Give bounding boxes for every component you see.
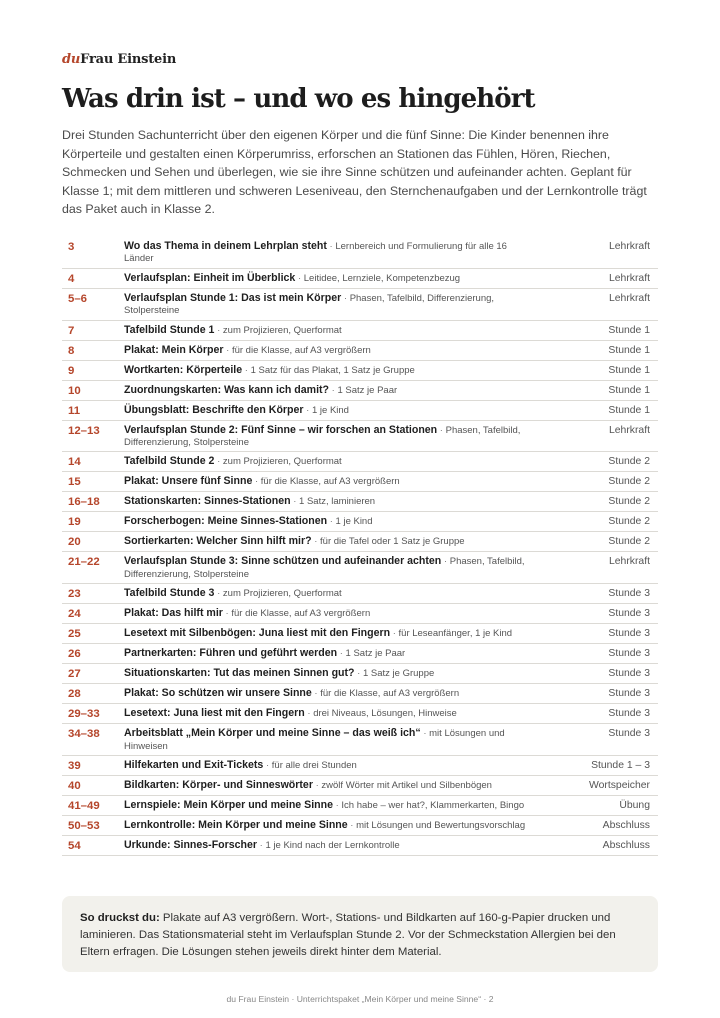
toc-title: Lernkontrolle: Mein Körper und meine Sinne: [124, 819, 348, 832]
toc-description: [124, 535, 548, 548]
toc-page-number: 4: [68, 272, 75, 285]
toc-category: Stunde 3: [608, 648, 650, 660]
toc-page-number: 20: [68, 536, 81, 549]
toc-detail: zum Projizieren, Querformat: [222, 456, 342, 468]
toc-category: Wortspeicher: [588, 780, 650, 792]
toc-detail: 1 Satz je Paar: [345, 648, 406, 660]
toc-row: [62, 624, 658, 644]
toc-separator: ·: [290, 496, 300, 508]
toc-detail: für die Klasse, auf A3 vergrößern: [231, 608, 371, 620]
toc-page-number: 54: [68, 840, 81, 853]
toc-separator: ·: [214, 456, 223, 468]
toc-separator: ·: [252, 476, 261, 488]
toc-row: [62, 321, 658, 341]
toc-detail: zwölf Wörter mit Artikel und Silbenbögen: [321, 780, 492, 792]
toc-description: [124, 384, 548, 397]
page-title: Was drin ist – und wo es hingehört: [62, 84, 535, 114]
toc-title: Plakat: So schützen wir unsere Sinne: [124, 687, 312, 700]
toc-title: Verlaufsplan Stunde 3: Sinne schützen und aufeinander achten: [124, 555, 442, 568]
toc-description: [124, 647, 548, 660]
toc-detail: 1 je Kind: [335, 516, 373, 528]
toc-row: [62, 401, 658, 421]
toc-description: [124, 707, 548, 720]
toc-category: Stunde 3: [608, 728, 650, 740]
toc-page-number: 10: [68, 384, 81, 397]
toc-page-number: 27: [68, 668, 81, 681]
toc-detail: 1 Satz je Gruppe: [362, 668, 435, 680]
toc-separator: ·: [214, 588, 223, 600]
toc-category: Lehrkraft: [608, 556, 650, 568]
toc-category: Stunde 2: [608, 476, 650, 488]
toc-detail: für alle drei Stunden: [271, 760, 357, 772]
toc-detail: für die Klasse, auf A3 vergrößern: [320, 688, 460, 700]
toc-description: [124, 404, 548, 417]
toc-title: Arbeitsblatt „Mein Körper und meine Sinne – das weiß ich“: [124, 727, 421, 740]
toc-category: Stunde 3: [608, 668, 650, 680]
toc-page-number: 9: [68, 364, 75, 377]
toc-row: [62, 816, 658, 836]
toc-separator: ·: [295, 272, 304, 284]
toc-title: Forscherbogen: Meine Sinnes-Stationen: [124, 515, 328, 528]
toc-description: [124, 799, 548, 812]
toc-page-number: 7: [68, 324, 75, 337]
toc-detail: Leitidee, Lernziele, Kompetenzbezug: [303, 272, 461, 284]
toc-row: [62, 604, 658, 624]
toc-row: [62, 472, 658, 492]
toc-category: Stunde 1: [608, 384, 650, 396]
toc-title: Tafelbild Stunde 1: [124, 323, 215, 336]
toc-page-number: 11: [68, 404, 81, 417]
toc-row: [62, 269, 658, 289]
intro-text: Drei Stunden Sachunterricht über den eigenen Körper und die fünf Sinne: Die Kinder benennen ihre Körperteile und gestalten einen Körperumriss, erforschen an Stationen das Fühlen, Hören, Riechen, Schmecken und Sehen und überlegen, wie sie ihre Sinne schützen und aufeinander achten. Geplant für Klasse 1; mit dem mittleren und schweren Leseniveau, den Sternchenaufgaben und der Lernkontrolle trägt das Paket auch in Klasse 2.: [62, 128, 647, 217]
toc-separator: ·: [329, 384, 338, 396]
toc-detail: Phasen, Tafelbild, Differenzierung, Stolpersteine: [124, 292, 495, 317]
toc-title: Plakat: Das hilft mir: [124, 607, 223, 620]
toc-category: Stunde 3: [608, 688, 650, 700]
toc-row: [62, 492, 658, 512]
toc-page-number: 34–38: [68, 728, 100, 741]
toc-title: Plakat: Mein Körper: [124, 343, 224, 356]
toc-separator: ·: [326, 241, 336, 252]
toc-detail: Phasen, Tafelbild, Differenzierung, Stolpersteine: [124, 556, 525, 580]
toc-row: [62, 704, 658, 724]
toc-description: [124, 587, 548, 600]
toc-detail: für die Klasse, auf A3 vergrößern: [260, 476, 400, 488]
toc-row: [62, 421, 658, 453]
toc-detail: 1 je Kind: [311, 404, 349, 416]
toc-category: Stunde 2: [608, 516, 650, 528]
toc-title: Bildkarten: Körper- und Sinneswörter: [124, 779, 313, 792]
toc-category: Stunde 3: [608, 628, 650, 640]
toc-page-number: 29–33: [68, 708, 100, 721]
toc-row: [62, 836, 658, 856]
toc-description: [124, 272, 548, 285]
toc-title: Lesetext mit Silbenbögen: Juna liest mit den Fingern: [124, 627, 391, 640]
toc-separator: ·: [341, 292, 350, 304]
toc-page-number: 3: [68, 241, 75, 253]
toc-description: [124, 779, 548, 792]
toc-description: [124, 727, 548, 753]
toc-category: Stunde 1: [608, 324, 650, 336]
toc-row: [62, 552, 658, 584]
toc-row: [62, 237, 658, 269]
toc-page-number: 21–22: [68, 556, 100, 569]
toc-category: Lehrkraft: [608, 424, 650, 436]
toc-separator: ·: [214, 324, 223, 336]
toc-row: [62, 341, 658, 361]
toc-category: Stunde 1 – 3: [591, 760, 650, 772]
toc-detail: Phasen, Tafelbild, Differenzierung, Stolpersteine: [124, 424, 521, 449]
toc-separator: ·: [222, 608, 232, 620]
toc-row: [62, 289, 658, 321]
toc-row: [62, 796, 658, 816]
toc-title: Verlaufsplan Stunde 2: Fünf Sinne – wir forschen an Stationen: [124, 423, 438, 436]
toc-title: Tafelbild Stunde 2: [124, 455, 215, 468]
toc-detail: Ich habe – wer hat?, Klammerkarten, Bingo: [341, 800, 525, 812]
toc-separator: ·: [347, 820, 357, 832]
toc-page-number: 28: [68, 688, 81, 701]
toc-description: [124, 324, 548, 337]
toc-detail: für die Tafel oder 1 Satz je Gruppe: [320, 536, 465, 548]
toc-title: Wortkarten: Körperteile: [124, 363, 243, 376]
toc-separator: ·: [263, 760, 272, 772]
toc-detail: 1 je Kind nach der Lernkontrolle: [265, 840, 400, 852]
toc-row: [62, 381, 658, 401]
toc-description: [124, 475, 548, 488]
toc-title: Plakat: Unsere fünf Sinne: [124, 475, 253, 488]
toc-row: [62, 776, 658, 796]
toc-title: Urkunde: Sinnes-Forscher: [124, 839, 258, 852]
toc-separator: ·: [223, 344, 232, 356]
toc-description: [124, 667, 548, 680]
toc-detail: 1 Satz je Paar: [337, 384, 398, 396]
brand-prefix: du: [62, 52, 81, 67]
toc-row: [62, 664, 658, 684]
toc-detail: für Leseanfänger, 1 je Kind: [398, 628, 513, 640]
toc-page-number: 39: [68, 760, 81, 773]
toc-category: Stunde 2: [608, 456, 650, 468]
toc-description: [124, 364, 548, 377]
brand-name: Frau Einstein: [80, 52, 177, 67]
toc-description: [124, 344, 548, 357]
toc-separator: ·: [437, 424, 446, 436]
toc-description: [124, 759, 548, 772]
toc-category: Stunde 2: [608, 536, 650, 548]
toc-description: [124, 687, 548, 700]
toc-category: Übung: [619, 800, 650, 812]
brand-logo: [62, 52, 176, 67]
toc-page-number: 50–53: [68, 820, 100, 833]
table-of-contents: [62, 237, 658, 856]
toc-row: [62, 756, 658, 776]
toc-description: [124, 627, 548, 640]
toc-category: Abschluss: [602, 840, 650, 852]
toc-category: Stunde 1: [608, 344, 650, 356]
toc-title: Wo das Thema in deinem Lehrplan steht: [124, 240, 327, 252]
toc-separator: ·: [257, 840, 266, 852]
toc-row: [62, 452, 658, 472]
page-footer: du Frau Einstein · Unterrichtspaket „Mein Körper und meine Sinne“ · 2: [226, 994, 494, 1004]
toc-separator: ·: [242, 364, 251, 376]
toc-description: [124, 424, 548, 450]
toc-page-number: 26: [68, 648, 81, 661]
toc-separator: ·: [337, 648, 346, 660]
toc-title: Stationskarten: Sinnes-Stationen: [124, 495, 291, 508]
toc-title: Hilfekarten und Exit-Tickets: [124, 759, 264, 772]
toc-separator: ·: [303, 404, 312, 416]
toc-category: Stunde 2: [608, 496, 650, 508]
print-note-label: So druckst du:: [80, 912, 160, 924]
toc-page-number: 25: [68, 628, 81, 641]
toc-row: [62, 644, 658, 664]
toc-category: Stunde 1: [608, 404, 650, 416]
toc-row: [62, 512, 658, 532]
toc-title: Tafelbild Stunde 3: [124, 587, 215, 600]
toc-detail: für die Klasse, auf A3 vergrößern: [231, 344, 371, 356]
toc-description: [124, 240, 548, 266]
toc-row: [62, 532, 658, 552]
toc-page-number: 8: [68, 344, 75, 357]
toc-description: [124, 495, 548, 508]
toc-category: Lehrkraft: [608, 241, 650, 252]
toc-title: Zuordnungskarten: Was kann ich damit?: [124, 383, 330, 396]
toc-page-number: 19: [68, 516, 81, 529]
toc-row: [62, 724, 658, 756]
toc-description: [124, 819, 548, 832]
toc-detail: drei Niveaus, Lösungen, Hinweise: [313, 708, 457, 720]
toc-page-number: 16–18: [68, 496, 100, 509]
toc-row: [62, 361, 658, 381]
toc-row: [62, 584, 658, 604]
toc-title: Situationskarten: Tut das meinen Sinnen gut?: [124, 667, 355, 680]
toc-description: [124, 607, 548, 620]
toc-separator: ·: [420, 728, 430, 740]
toc-detail: 1 Satz für das Plakat, 1 Satz je Gruppe: [250, 364, 415, 376]
toc-title: Verlaufsplan Stunde 1: Das ist mein Körper: [124, 291, 342, 304]
toc-page-number: 24: [68, 608, 81, 621]
toc-row: [62, 684, 658, 704]
toc-separator: ·: [304, 708, 314, 720]
toc-detail: zum Projizieren, Querformat: [222, 324, 342, 336]
toc-title: Sortierkarten: Welcher Sinn hilft mir?: [124, 535, 312, 548]
toc-description: [124, 455, 548, 468]
toc-category: Stunde 3: [608, 588, 650, 600]
toc-title: Verlaufsplan: Einheit im Überblick: [124, 271, 296, 284]
toc-detail: Lernbereich und Formulierung für alle 16 Länder: [124, 241, 507, 265]
toc-page-number: 23: [68, 588, 81, 601]
toc-page-number: 12–13: [68, 424, 100, 437]
toc-category: Stunde 3: [608, 708, 650, 720]
toc-category: Stunde 1: [608, 364, 650, 376]
toc-separator: ·: [311, 688, 321, 700]
toc-category: Abschluss: [602, 820, 650, 832]
toc-title: Lernspiele: Mein Körper und meine Sinne: [124, 799, 333, 812]
toc-page-number: 40: [68, 780, 81, 793]
toc-separator: ·: [390, 628, 399, 640]
toc-description: [124, 292, 548, 318]
toc-page-number: 15: [68, 476, 81, 489]
toc-page-number: 14: [68, 456, 81, 469]
print-note-text: Plakate auf A3 vergrößern. Wort-, Stations- und Bildkarten auf 160-g-Papier drucken und laminieren. Das Stationsmaterial steht im Verlaufsplan Stunde 2. Vor der Schmeckstation Allergien bei den Eltern erfragen. Die Lösungen stehen jeweils direkt hinter dem Material.: [80, 912, 616, 958]
toc-title: Lesetext: Juna liest mit den Fingern: [124, 707, 305, 720]
toc-page-number: 5–6: [68, 292, 88, 305]
toc-description: [124, 515, 548, 528]
toc-page-number: 41–49: [68, 800, 100, 813]
toc-description: [124, 839, 548, 852]
toc-separator: ·: [441, 556, 450, 568]
toc-title: Übungsblatt: Beschrifte den Körper: [124, 403, 304, 416]
print-note: [62, 896, 658, 972]
toc-detail: zum Projizieren, Querformat: [222, 588, 342, 600]
toc-description: [124, 555, 548, 581]
toc-separator: ·: [354, 668, 363, 680]
toc-separator: ·: [332, 800, 342, 812]
toc-separator: ·: [312, 780, 322, 792]
toc-detail: mit Lösungen und Hinweisen: [124, 728, 505, 752]
toc-title: Partnerkarten: Führen und geführt werden: [124, 647, 338, 660]
toc-detail: 1 Satz, laminieren: [299, 496, 376, 508]
toc-separator: ·: [327, 516, 336, 528]
toc-category: Lehrkraft: [608, 272, 650, 284]
toc-category: Stunde 3: [608, 608, 650, 620]
toc-category: Lehrkraft: [608, 292, 650, 304]
toc-detail: mit Lösungen und Bewertungsvorschlag: [356, 820, 526, 832]
toc-separator: ·: [311, 536, 321, 548]
